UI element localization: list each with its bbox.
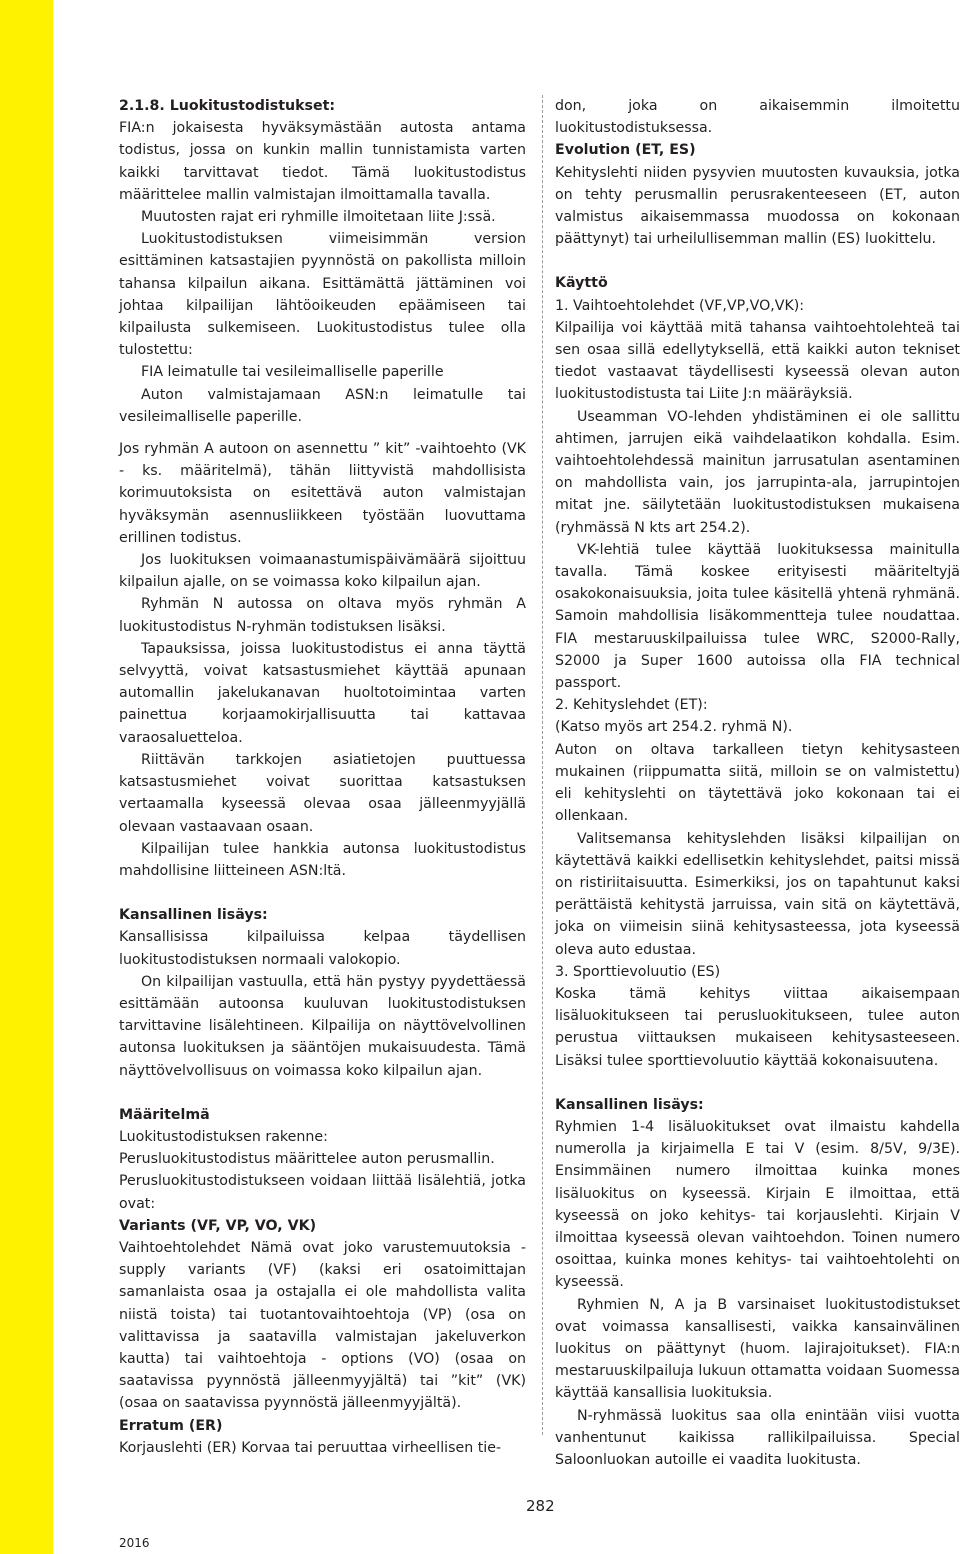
paragraph: Auton valmistajamaan ASN:n leimatulle tai vesileimalliselle paperille. <box>119 386 526 425</box>
paragraph: Perusluokitustodistukseen voidaan liittää lisälehtiä, jotka ovat: <box>119 1173 526 1212</box>
paragraph: Luokitustodistuksen viimeisimmän version esittäminen katsastajien pyynnöstä on pakollista milloin tahansa kilpailun aikana. Esittämättä jättäminen voi johtaa kilpailijan lähtöoikeuden epäämiseen tai kilpailusta sulkemiseen. Luokitustodistus tulee olla tulostettu: <box>119 231 526 359</box>
paragraph: Koska tämä kehitys viittaa aikaisempaan lisäluokitukseen tai perusluokitukseen, tulee auton perustua viittauksen mukaiseen kehitysasteeseen. Lisäksi tulee sporttievoluutio käyttää kokonaisuutena. <box>555 985 960 1069</box>
paragraph: Ryhmän N autossa on oltava myös ryhmän A luokitustodistus N-ryhmän todistuksen lisäksi. <box>119 596 526 635</box>
list-item: 3. Sporttievoluutio (ES) <box>555 963 721 980</box>
paragraph: FIA:n jokaisesta hyväksymästään autosta antama todistus, jossa on kunkin mallin tunnistamista varten kaikki tarvittavat tiedot. Tämä luokitustodistus määrittelee mallin valmistajan ilmoittamalla tavalla. <box>119 120 526 203</box>
paragraph: Ryhmien N, A ja B varsinaiset luokitustodistukset ovat voimassa kansallisesti, vaikka kansainvälinen luokitus on päättynyt (huom. lajirajoitukset). FIA:n mestaruuskilpailuja lukuun ottamatta voidaan Suomessa käyttää kansallisia luokituksia. <box>555 1296 960 1402</box>
right-column <box>555 95 960 1471</box>
erratum-heading: Erratum (ER) <box>119 1417 223 1434</box>
footer-year: 2016 <box>119 1536 150 1550</box>
paragraph: Kehityslehti niiden pysyvien muutosten kuvauksia, jotka on tehty perusmallin perusrakenteeseen (ET, auton valmistus aikaisemmassa muodossa on kokonaan päättynyt) tai urheilullisemman mallin (ES) luokittelu. <box>555 164 960 248</box>
paragraph: Perusluokitustodistus määrittelee auton perusmallin. <box>119 1151 495 1168</box>
evolution-heading: Evolution (ET, ES) <box>555 142 696 159</box>
variants-heading: Variants (VF, VP, VO, VK) <box>119 1217 317 1234</box>
paragraph: FIA leimatulle tai vesileimalliselle paperille <box>141 364 444 381</box>
paragraph: Jos ryhmän A autoon on asennettu ” kit” -vaihtoehto (VK - ks. määritelmä), tähän liittyvistä mahdollisista korimuutoksista on esitettävä auton valmistajan hyväksymän asennusliikkeen työstään luovuttama erillinen todistus. <box>119 441 526 546</box>
paragraph: Valitsemansa kehityslehden lisäksi kilpailijan on käytettävä kaikki edellisetkin kehityslehdet, paitsi missä on ristiriitaisuutta. Esimerkiksi, jos on tapahtunut kaksi perättäistä kehitystä jarruissa, vain sitä on käytettävä, joka on viimeisin siinä kehitysasteessa, jota kyseessä oleva auto edustaa. <box>555 830 960 958</box>
paragraph: don, joka on aikaisemmin ilmoitettu luokitustodistuksessa. <box>555 98 960 137</box>
paragraph: Tapauksissa, joissa luokitustodistus ei anna täyttä selvyyttä, voivat katsastusmiehet käyttää apunaan automallin jakelukanavan huoltotoimintaa varten painettua korjaamokirjallisuutta tai kattavaa varaosaluetteloa. <box>119 640 526 746</box>
paragraph: Vaihtoehtolehdet Nämä ovat joko varustemuutoksia - supply variants (VF) (kaksi eri osatoimittajan samanlaista osaa ja ostajalla ei ole mahdollista valita niistä toista) tai tuotantovaihtoehtoja (VP) (osa on valittavissa ja saatavilla valmistajan jakeluverkon kautta) tai vaihtoehtoja - options (VO) (osaa on saatavissa pyynnöstä jälleenmyyjältä) tai ”kit” (VK) (osaa on saatavissa pyynnöstä jälleenmyyjältä). <box>119 1239 526 1412</box>
paragraph: Luokitustodistuksen rakenne: <box>119 1128 328 1145</box>
paragraph: Muutosten rajat eri ryhmille ilmoitetaan liite J:ssä. <box>141 209 496 226</box>
paragraph: Jos luokituksen voimaanastumispäivämäärä sijoittuu kilpailun ajalle, on se voimassa koko kilpailun ajan. <box>119 552 526 591</box>
paragraph: Riittävän tarkkojen asiatietojen puuttuessa katsastusmiehet voivat suorittaa katsastuksen vertaamalla kyseessä olevaa osaa jälleenmyyjällä olevaan vastaavaan osaan. <box>119 751 526 835</box>
usage-heading: Käyttö <box>555 275 608 292</box>
national-addition-heading: Kansallinen lisäys: <box>119 907 268 924</box>
list-item: 1. Vaihtoehtolehdet (VF,VP,VO,VK): <box>555 297 805 314</box>
paragraph: N-ryhmässä luokitus saa olla enintään viisi vuotta vanhentunut kaikissa rallikilpailuissa. Special Saloonluokan autoille ei vaadita luokitusta. <box>555 1407 960 1468</box>
list-item: 2. Kehityslehdet (ET): <box>555 697 708 714</box>
paragraph: On kilpailijan vastuulla, että hän pystyy pyydettäessä esittämään autoonsa kuuluvan luokitustodistuksen tarvittavine lisälehtineen. Kilpailija on näyttövelvollinen autonsa luokituksen ja sääntöjen mukaisuudesta. Tämä näyttövelvollisuus on voimassa koko kilpailun ajan. <box>119 973 526 1079</box>
column-divider <box>542 95 543 1435</box>
paragraph: (Katso myös art 254.2. ryhmä N). <box>555 719 793 736</box>
paragraph: VK-lehtiä tulee käyttää luokituksessa mainitulla tavalla. Tämä koskee erityisesti määriteltyjä osakokonaisuuksia, joita tulee käsitellä yhtenä ryhmänä. Samoin mahdollisia lisäkommentteja tulee noudattaa. FIA mestaruuskilpailuissa tulee WRC, S2000-Rally, S2000 ja Super 1600 autoissa olla FIA technical passport. <box>555 541 960 692</box>
paragraph: Ryhmien 1-4 lisäluokitukset ovat ilmaistu kahdella numerolla ja kirjaimella E tai V (esim. 8/5V, 9/3E). Ensimmäinen numero ilmoittaa kuinka mones lisäluokitus on kyseessä. Kirjain E ilmoittaa, että kyseessä on joko kehitys- tai korjauslehti. Kirjain V ilmoittaa kyseessä olevan vaihtoehdon. Toinen numero osoittaa, kuinka mones kehitys- tai vaihtoehtolehti on kyseessä. <box>555 1118 960 1291</box>
paragraph: Korjauslehti (ER) Korvaa tai peruuttaa virheellisen tie- <box>119 1439 502 1456</box>
paragraph: Kilpailija voi käyttää mitä tahansa vaihtoehtolehteä tai sen osaa sillä edellytyksellä, että kaikki auton tekniset tiedot vastaavat täydellisesti kyseessä olevan auton luokitustodistusta tai Liite J:n määräyksiä. <box>555 319 960 403</box>
left-column <box>119 95 526 1459</box>
page-number: 282 <box>526 1497 555 1515</box>
paragraph: Useamman VO-lehden yhdistäminen ei ole sallittu ahtimen, jarrujen eikä vaihdelaatikon kohdalla. Esim. vaihtoehtolehdessä mainitun jarrusatulan asentaminen on mahdollista vain, jos jarrupinta-ala, jarrupintojen mitat jne. säilytetään luokitustodistuksen mukaisena (ryhmässä N kts art 254.2). <box>555 408 960 536</box>
definition-heading: Määritelmä <box>119 1106 210 1123</box>
paragraph: Kansallisissa kilpailuissa kelpaa täydellisen luokitustodistuksen normaali valokopio. <box>119 929 526 968</box>
national-addition-heading: Kansallinen lisäys: <box>555 1096 704 1113</box>
yellow-margin-bar <box>0 0 53 1554</box>
paragraph: Auton on oltava tarkalleen tietyn kehitysasteen mukainen (riippumatta siitä, milloin se on valmistettu) eli kehityslehti on täytettävä joko kokonaan tai ei ollenkaan. <box>555 741 960 825</box>
section-heading: 2.1.8. Luokitustodistukset: <box>119 98 336 114</box>
paragraph: Kilpailijan tulee hankkia autonsa luokitustodistus mahdollisine liitteineen ASN:ltä. <box>119 840 526 879</box>
